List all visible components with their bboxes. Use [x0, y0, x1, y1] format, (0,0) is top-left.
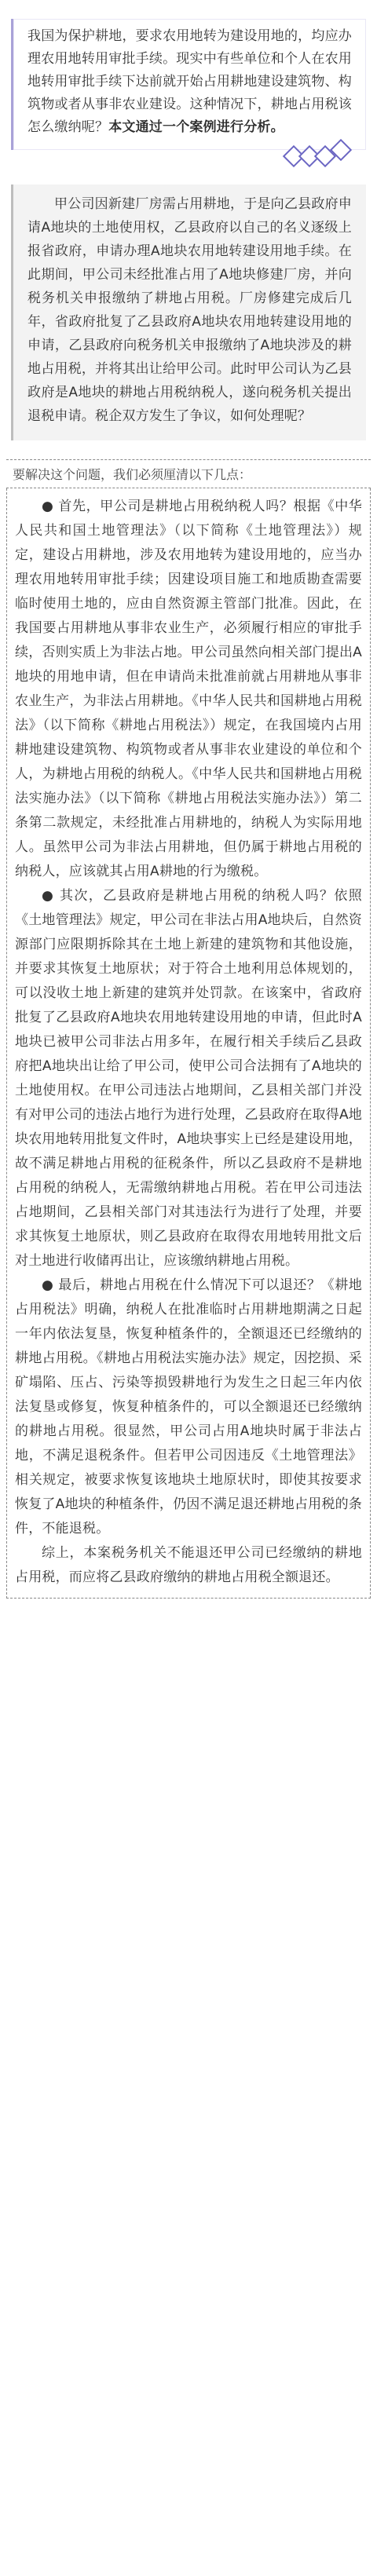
- intro-emphasis: 本文通过一个案例进行分析。: [108, 119, 284, 135]
- intro-text: 我国为保护耕地，要求农用地转为建设用地的，均应办理农用地转用审批手续。现实中有些单位和个人在农用地转用审批手续下达前就开始占用耕地建设建筑物、构筑物或者从事非农业建设。这种情况下，耕地占用税该怎么缴纳呢？: [27, 28, 352, 135]
- section-heading: 要解决这个问题，我们必须厘清以下几点：: [6, 459, 371, 488]
- case-paragraph: 甲公司因新建厂房需占用耕地，于是向乙县政府申请A地块的土地使用权，乙县政府以自己的名义逐级上报省政府，申请办理A地块农用地转建设用地手续。在此期间，甲公司未经批准占用了A地块修建厂房，并向税务机关申报缴纳了耕地占用税。厂房修建完成后几年，省政府批复了乙县政府A地块农用地转建设用地的申请，乙县政府向税务机关申报缴纳了A地块涉及的耕地占用税，并将其出让给甲公司。此时甲公司认为乙县政府是A地块的耕地占用税纳税人，遂向税务机关提出退税申请。税企双方发生了争议，如何处理呢？: [27, 196, 352, 424]
- analysis-paragraph-2: ● 其次，乙县政府是耕地占用税的纳税人吗？依照《土地管理法》规定，甲公司在非法占用A地块后，自然资源部门应限期拆除其在土地上新建的建筑物和其他设施，并要求其恢复土地原状；对于符合土地利用总体规划的，可以没收土地上新建的建筑并处罚款。在该案中，省政府批复了乙县政府A地块农用地转建设用地的申请，但此时A地块已被甲公司非法占用多年，在履行相关手续后乙县政府把A地块出让给了甲公司，使甲公司合法拥有了A地块的土地使用权。在甲公司违法占地期间，乙县相关部门并没有对甲公司的违法占地行为进行处理，乙县政府在取得A地块农用地转用批复文件时，A地块事实上已经是建设用地，故不满足耕地占用税的征税条件，所以乙县政府不是耕地占用税的纳税人，无需缴纳耕地占用税。若在甲公司违法占地期间，乙县相关部门对其违法行为进行了处理，并要求其恢复土地原状，则乙县政府在取得农用地转用批文后对土地进行收储再出让，应该缴纳耕地占用税。: [15, 888, 362, 1269]
- analysis-body: [6, 488, 371, 1599]
- intro-paragraph: [27, 25, 352, 139]
- analysis-paragraph-1: ● 首先，甲公司是耕地占用税纳税人吗？根据《中华人民共和国土地管理法》（以下简称《土地管理法》）规定，建设占用耕地，涉及农用地转为建设用地的，应当办理农用地转用审批手续；因建设项目施工和地质勘查需要临时使用土地的，应由自然资源主管部门批准。因此，在我国要占用耕地从事非农业生产，必须履行相应的审批手续，否则实质上为非法占地。甲公司虽然向相关部门提出A地块的用地申请，但在申请尚未批准前就占用耕地从事非农业生产，为非法占用耕地。《中华人民共和国耕地占用税法》（以下简称《耕地占用税法》）规定，在我国境内占用耕地建设建筑物、构筑物或者从事非农业建设的单位和个人，为耕地占用税的纳税人。《中华人民共和国耕地占用税法实施办法》（以下简称《耕地占用税法实施办法》）第二条第二款规定，未经批准占用耕地的，纳税人为实际用地人。虽然甲公司为非法占用耕地，但仍属于耕地占用税的纳税人，应该就其占用A耕地的行为缴税。: [15, 499, 362, 879]
- diamond-chain-icon: [286, 141, 357, 172]
- article-page: [0, 19, 377, 2576]
- conclusion-paragraph: 综上，本案税务机关不能退还甲公司已经缴纳的耕地占用税，而应将乙县政府缴纳的耕地占用税全额退还。: [15, 1545, 362, 1585]
- case-box: [11, 185, 366, 440]
- analysis-paragraph-3: ● 最后，耕地占用税在什么情况下可以退还？《耕地占用税法》明确，纳税人在批准临时占用耕地期满之日起一年内依法复垦，恢复种植条件的，全额退还已经缴纳的耕地占用税。《耕地占用税法实施办法》规定，因挖损、采矿塌陷、压占、污染等损毁耕地行为发生之日起三年内依法复垦或修复，恢复种植条件的，可以全额退还已经缴纳的耕地占用税。很显然，甲公司占用A地块时属于非法占地，不满足退税条件。但若甲公司因违反《土地管理法》相关规定，被要求恢复该地块土地原状时，即使其按要求恢复了A地块的种植条件，仍因不满足退还耕地占用税的条件，不能退税。: [15, 1277, 362, 1536]
- intro-box: [11, 19, 366, 150]
